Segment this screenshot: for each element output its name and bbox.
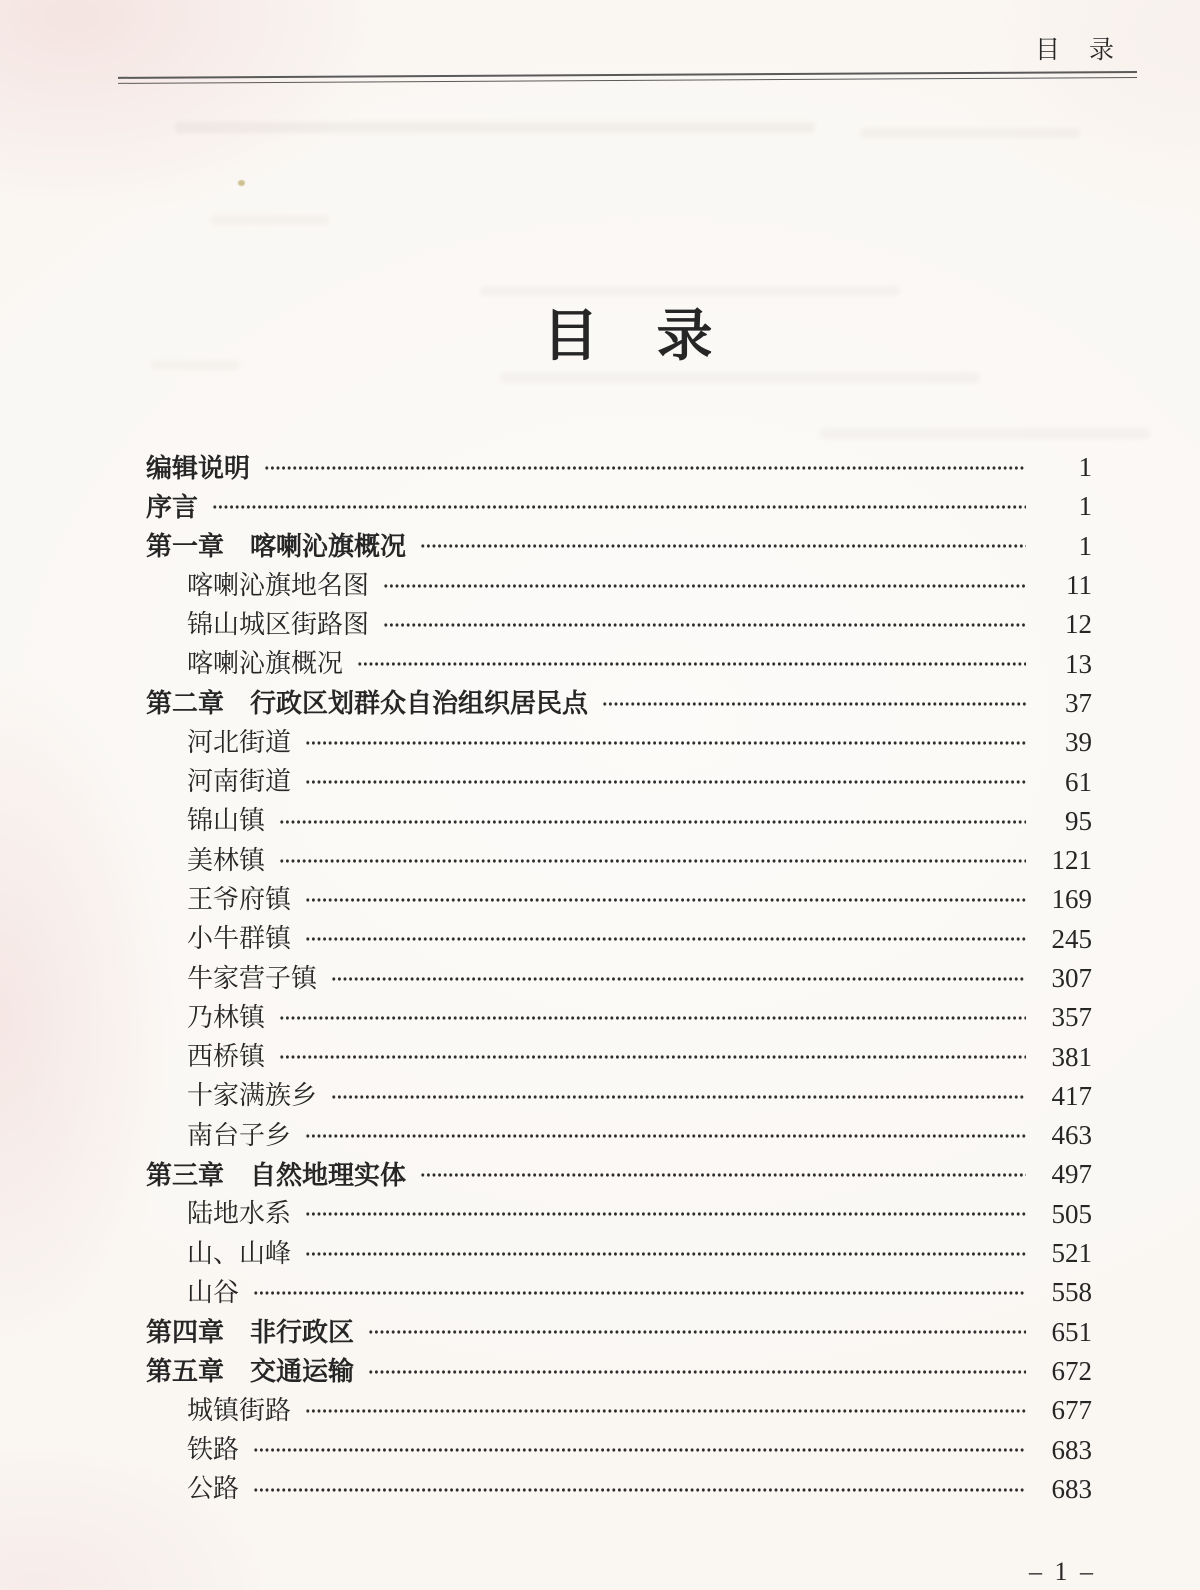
toc-entry [146,1470,1092,1509]
toc-entry-page: 245 [1051,923,1092,954]
paper-speck [238,180,245,186]
toc-entry-page: 651 [1051,1316,1092,1347]
toc-entry-label: 美林镇 [187,845,266,875]
toc-entry [146,1116,1092,1155]
toc-entry-label: 公路 [187,1474,240,1504]
toc-entry-page: 463 [1051,1120,1092,1151]
toc-entry-label: 南台子乡 [187,1120,292,1150]
toc-entry [146,684,1092,723]
toc-entry-label: 小牛群镇 [187,924,292,954]
toc-entry-page: 683 [1051,1434,1092,1465]
dot-leader [602,684,1026,723]
toc-entry [146,605,1092,644]
dot-leader [253,1470,1026,1509]
toc-entry [146,959,1092,998]
toc-entry-label: 乃林镇 [187,1002,266,1032]
toc-entry-label: 第四章 非行政区 [146,1317,355,1348]
dot-leader [212,487,1026,526]
page-title: 目 录 [542,306,714,368]
toc-entry [146,920,1092,959]
toc-entry-page: 381 [1051,1041,1092,1072]
dot-leader [253,1430,1026,1469]
bleed-through-mark [860,128,1080,138]
toc-entry-page: 169 [1051,884,1092,915]
dot-leader [368,1352,1026,1391]
toc-entry-label: 编辑说明 [146,452,251,483]
dot-leader [305,1195,1026,1234]
toc-entry [146,723,1092,762]
toc-entry-label: 西桥镇 [187,1042,266,1072]
dot-leader [279,841,1026,880]
toc-entry [146,1234,1092,1273]
bleed-through-mark [210,215,330,225]
dot-leader [305,880,1026,919]
toc-entry [146,1273,1092,1312]
toc-list [146,448,1092,1509]
toc-entry-page: 357 [1051,1002,1092,1033]
dot-leader [279,802,1026,841]
dot-leader [305,723,1026,762]
toc-entry-label: 第二章 行政区划群众自治组织居民点 [146,688,589,719]
toc-entry [146,1313,1092,1352]
dot-leader [331,1077,1026,1116]
toc-entry [146,1195,1092,1234]
toc-entry [146,1352,1092,1391]
toc-entry [146,566,1092,605]
toc-entry-page: 61 [1065,766,1092,797]
toc-entry [146,1430,1092,1469]
toc-entry-label: 序言 [146,491,199,522]
dot-leader [368,1313,1026,1352]
dot-leader [305,1234,1026,1273]
toc-entry-page: 505 [1051,1198,1092,1229]
dot-leader [331,959,1026,998]
toc-entry [146,841,1092,880]
dot-leader [305,1391,1026,1430]
dot-leader [383,566,1026,605]
toc-entry-label: 城镇街路 [187,1395,292,1425]
dot-leader [253,1273,1026,1312]
bleed-through-mark [175,122,815,133]
bleed-through-mark [820,428,1150,439]
bleed-through-mark [500,372,980,383]
toc-entry [146,802,1092,841]
dot-leader [305,920,1026,959]
toc-entry [146,1391,1092,1430]
dot-leader [279,1037,1026,1076]
toc-entry-label: 锦山城区街路图 [187,609,370,639]
toc-entry-page: 37 [1065,687,1092,718]
toc-entry-page: 558 [1051,1277,1092,1308]
toc-entry [146,1037,1092,1076]
toc-entry-label: 牛家营子镇 [187,963,318,993]
dot-leader [264,448,1026,487]
toc-entry [146,880,1092,919]
dot-leader [279,998,1026,1037]
toc-entry-label: 山谷 [187,1277,240,1307]
toc-entry [146,1077,1092,1116]
toc-entry-label: 锦山镇 [187,806,266,836]
dot-leader [357,644,1026,683]
toc-entry-page: 121 [1051,845,1092,876]
toc-entry-page: 521 [1051,1238,1092,1269]
toc-entry-label: 第三章 自然地理实体 [146,1159,407,1190]
toc-entry-label: 陆地水系 [187,1199,292,1229]
running-head: 目 录 [1034,37,1116,64]
dot-leader [305,1116,1026,1155]
toc-entry [146,762,1092,801]
toc-entry [146,487,1092,526]
toc-entry-page: 1 [1078,452,1092,483]
toc-entry-page: 95 [1065,805,1092,836]
toc-entry-label: 喀喇沁旗地名图 [187,570,370,600]
toc-entry-label: 第五章 交通运输 [146,1356,355,1387]
toc-entry [146,527,1092,566]
toc-entry-label: 第一章 喀喇沁旗概况 [146,531,407,562]
toc-entry-page: 672 [1051,1355,1092,1386]
toc-entry [146,1155,1092,1194]
toc-entry-label: 喀喇沁旗概况 [187,649,344,679]
dot-leader [383,605,1026,644]
toc-entry-page: 497 [1051,1159,1092,1190]
dot-leader [305,762,1026,801]
toc-entry-label: 铁路 [187,1435,240,1465]
toc-entry [146,998,1092,1037]
toc-entry-page: 1 [1078,491,1092,522]
footer-page-number: – 1 – [1029,1557,1096,1586]
header-rule [118,71,1137,84]
toc-entry-page: 13 [1065,648,1092,679]
toc-entry-label: 十家满族乡 [187,1081,318,1111]
toc-entry-label: 河北街道 [187,727,292,757]
toc-entry-page: 1 [1078,530,1092,561]
toc-entry-page: 417 [1051,1080,1092,1111]
toc-entry-label: 山、山峰 [187,1238,292,1268]
toc-entry [146,448,1092,487]
toc-entry-page: 39 [1065,727,1092,758]
toc-entry-page: 307 [1051,963,1092,993]
toc-entry-page: 11 [1066,570,1092,601]
dot-leader [420,527,1026,566]
toc-entry-page: 683 [1051,1473,1092,1504]
dot-leader [420,1155,1026,1194]
toc-entry-page: 677 [1051,1395,1092,1426]
toc-entry-page: 12 [1065,609,1092,640]
toc-entry-label: 王爷府镇 [187,884,292,914]
toc-entry [146,644,1092,683]
toc-entry-label: 河南街道 [187,767,292,797]
